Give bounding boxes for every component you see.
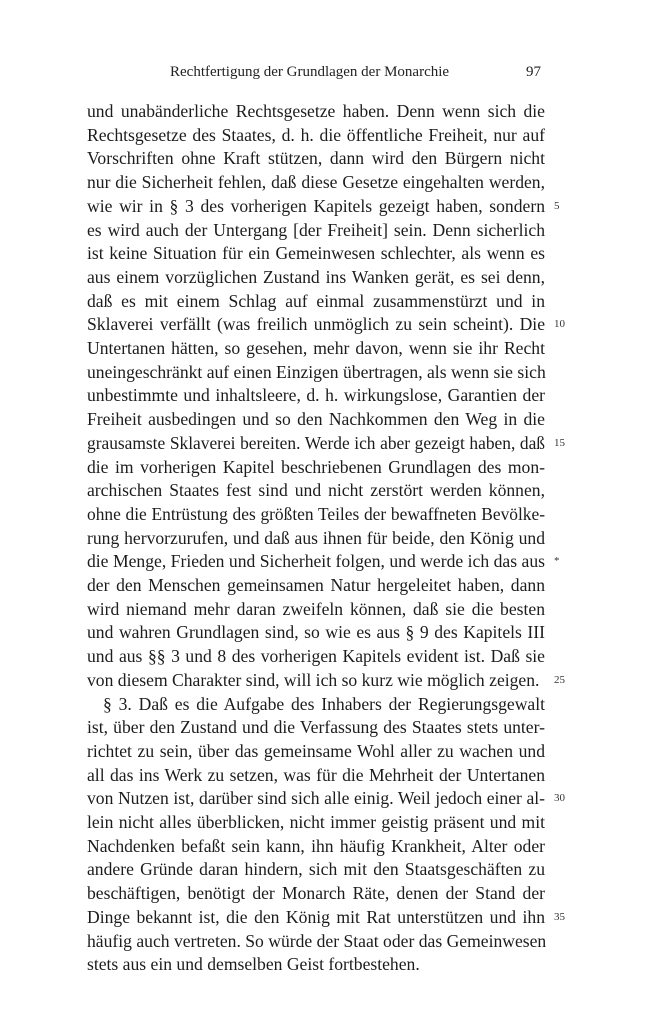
text-line: nur die Sicherheit fehlen, daß diese Gesetze eingehalten werden, <box>87 172 545 193</box>
line-number: 5 <box>554 199 560 212</box>
text-line: ist keine Situation für ein Gemeinwesen schlechter, als wenn es <box>87 243 545 264</box>
text-line: daß es mit einem Schlag auf einmal zusammenstürzt und in <box>87 290 545 311</box>
text-line: die im vorherigen Kapitel beschriebenen Grundlagen des mon- <box>87 456 545 477</box>
text-line: Nachdenken befaßt sein kann, ihn häufig Krankheit, Alter oder <box>87 835 545 856</box>
text-line: unbestimmte und inhaltsleere, d. h. wirkungslose, Garantien der <box>87 385 545 406</box>
line-number: 15 <box>554 436 565 449</box>
running-header-title: Rechtfertigung der Grundlagen der Monarchie <box>170 64 450 80</box>
text-line: Untertanen hätten, so gesehen, mehr davon, wenn sie ihr Recht <box>87 338 545 358</box>
page-number: 97 <box>526 64 541 80</box>
text-line: beschäftigen, benötigt der Monarch Räte, denen der Stand der <box>87 883 545 904</box>
text-line: grausamste Sklaverei bereiten. Werde ich aber gezeigt haben, daß <box>87 432 545 453</box>
text-line: archischen Staates fest sind und nicht zerstört werden können, <box>87 480 545 501</box>
text-line: und wahren Grundlagen sind, so wie es aus § 9 des Kapitels III <box>87 622 545 643</box>
text-line: von Nutzen ist, darüber sind sich alle einig. Weil jedoch einer al- <box>87 788 545 809</box>
text-line: und aus §§ 3 und 8 des vorherigen Kapitels evident ist. Daß sie <box>87 646 545 667</box>
line-number: 10 <box>554 318 565 331</box>
text-line: andere Gründe daran hindern, sich mit den Staatsgeschäften zu <box>87 859 545 880</box>
text-line: § 3. Daß es die Aufgabe des Inhabers der Regierungsgewalt <box>103 693 545 714</box>
text-line: uneingeschränkt auf einen Einzigen übertragen, als wenn sie sich <box>87 361 546 382</box>
text-line: richtet zu sein, über das gemeinsame Wohl aller zu wachen und <box>87 740 545 761</box>
text-line: aus einem vorzüglichen Zustand ins Wanken gerät, es sei denn, <box>87 266 545 287</box>
text-line: der den Menschen gemeinsamen Natur hergeleitet haben, dann <box>87 575 545 595</box>
text-line: stets aus ein und demselben Geist fortbestehen. <box>87 954 420 975</box>
line-number: 30 <box>554 792 565 805</box>
text-line: lein nicht alles überblicken, nicht immer geistig präsent und mit <box>87 812 545 832</box>
text-line: Sklaverei verfällt (was freilich unmöglich zu sein scheint). Die <box>87 314 545 335</box>
text-line: die Menge, Frieden und Sicherheit folgen, und werde ich das aus <box>87 551 545 572</box>
text-line: wird niemand mehr daran zweifeln können, daß sie die besten <box>87 598 545 619</box>
text-line: Rechtsgesetze des Staates, d. h. die öffentliche Freiheit, nur auf <box>87 124 545 145</box>
text-line: und unabänderliche Rechtsgesetze haben. Denn wenn sich die <box>87 101 545 121</box>
text-line: von diesem Charakter sind, will ich so kurz wie möglich zeigen. <box>87 669 540 690</box>
text-line: es wird auch der Untergang [der Freiheit] sein. Denn sicherlich <box>87 219 545 240</box>
text-line: wie wir in § 3 des vorherigen Kapitels gezeigt haben, sondern <box>87 195 545 216</box>
text-line: ohne die Entrüstung des größten Teiles der bewaffneten Bevölke- <box>87 503 545 524</box>
text-line: Dinge bekannt ist, die den König mit Rat unterstützen und ihn <box>87 906 545 927</box>
line-number: 35 <box>554 910 565 923</box>
text-line: ist, über den Zustand und die Verfassung des Staates stets unter- <box>87 717 545 738</box>
text-line: all das ins Werk zu setzen, was für die Mehrheit der Untertanen <box>87 764 545 785</box>
line-number: 25 <box>554 673 565 686</box>
text-line: häufig auch vertreten. So würde der Staat oder das Gemeinwesen <box>87 930 547 951</box>
text-line: rung hervorzurufen, und daß aus ihnen für beide, den König und <box>87 527 545 548</box>
text-line: Freiheit ausbedingen und so den Nachkommen den Weg in die <box>87 409 545 430</box>
text-line: Vorschriften ohne Kraft stützen, dann wird den Bürgern nicht <box>87 148 545 169</box>
line-marker: * <box>554 555 560 568</box>
